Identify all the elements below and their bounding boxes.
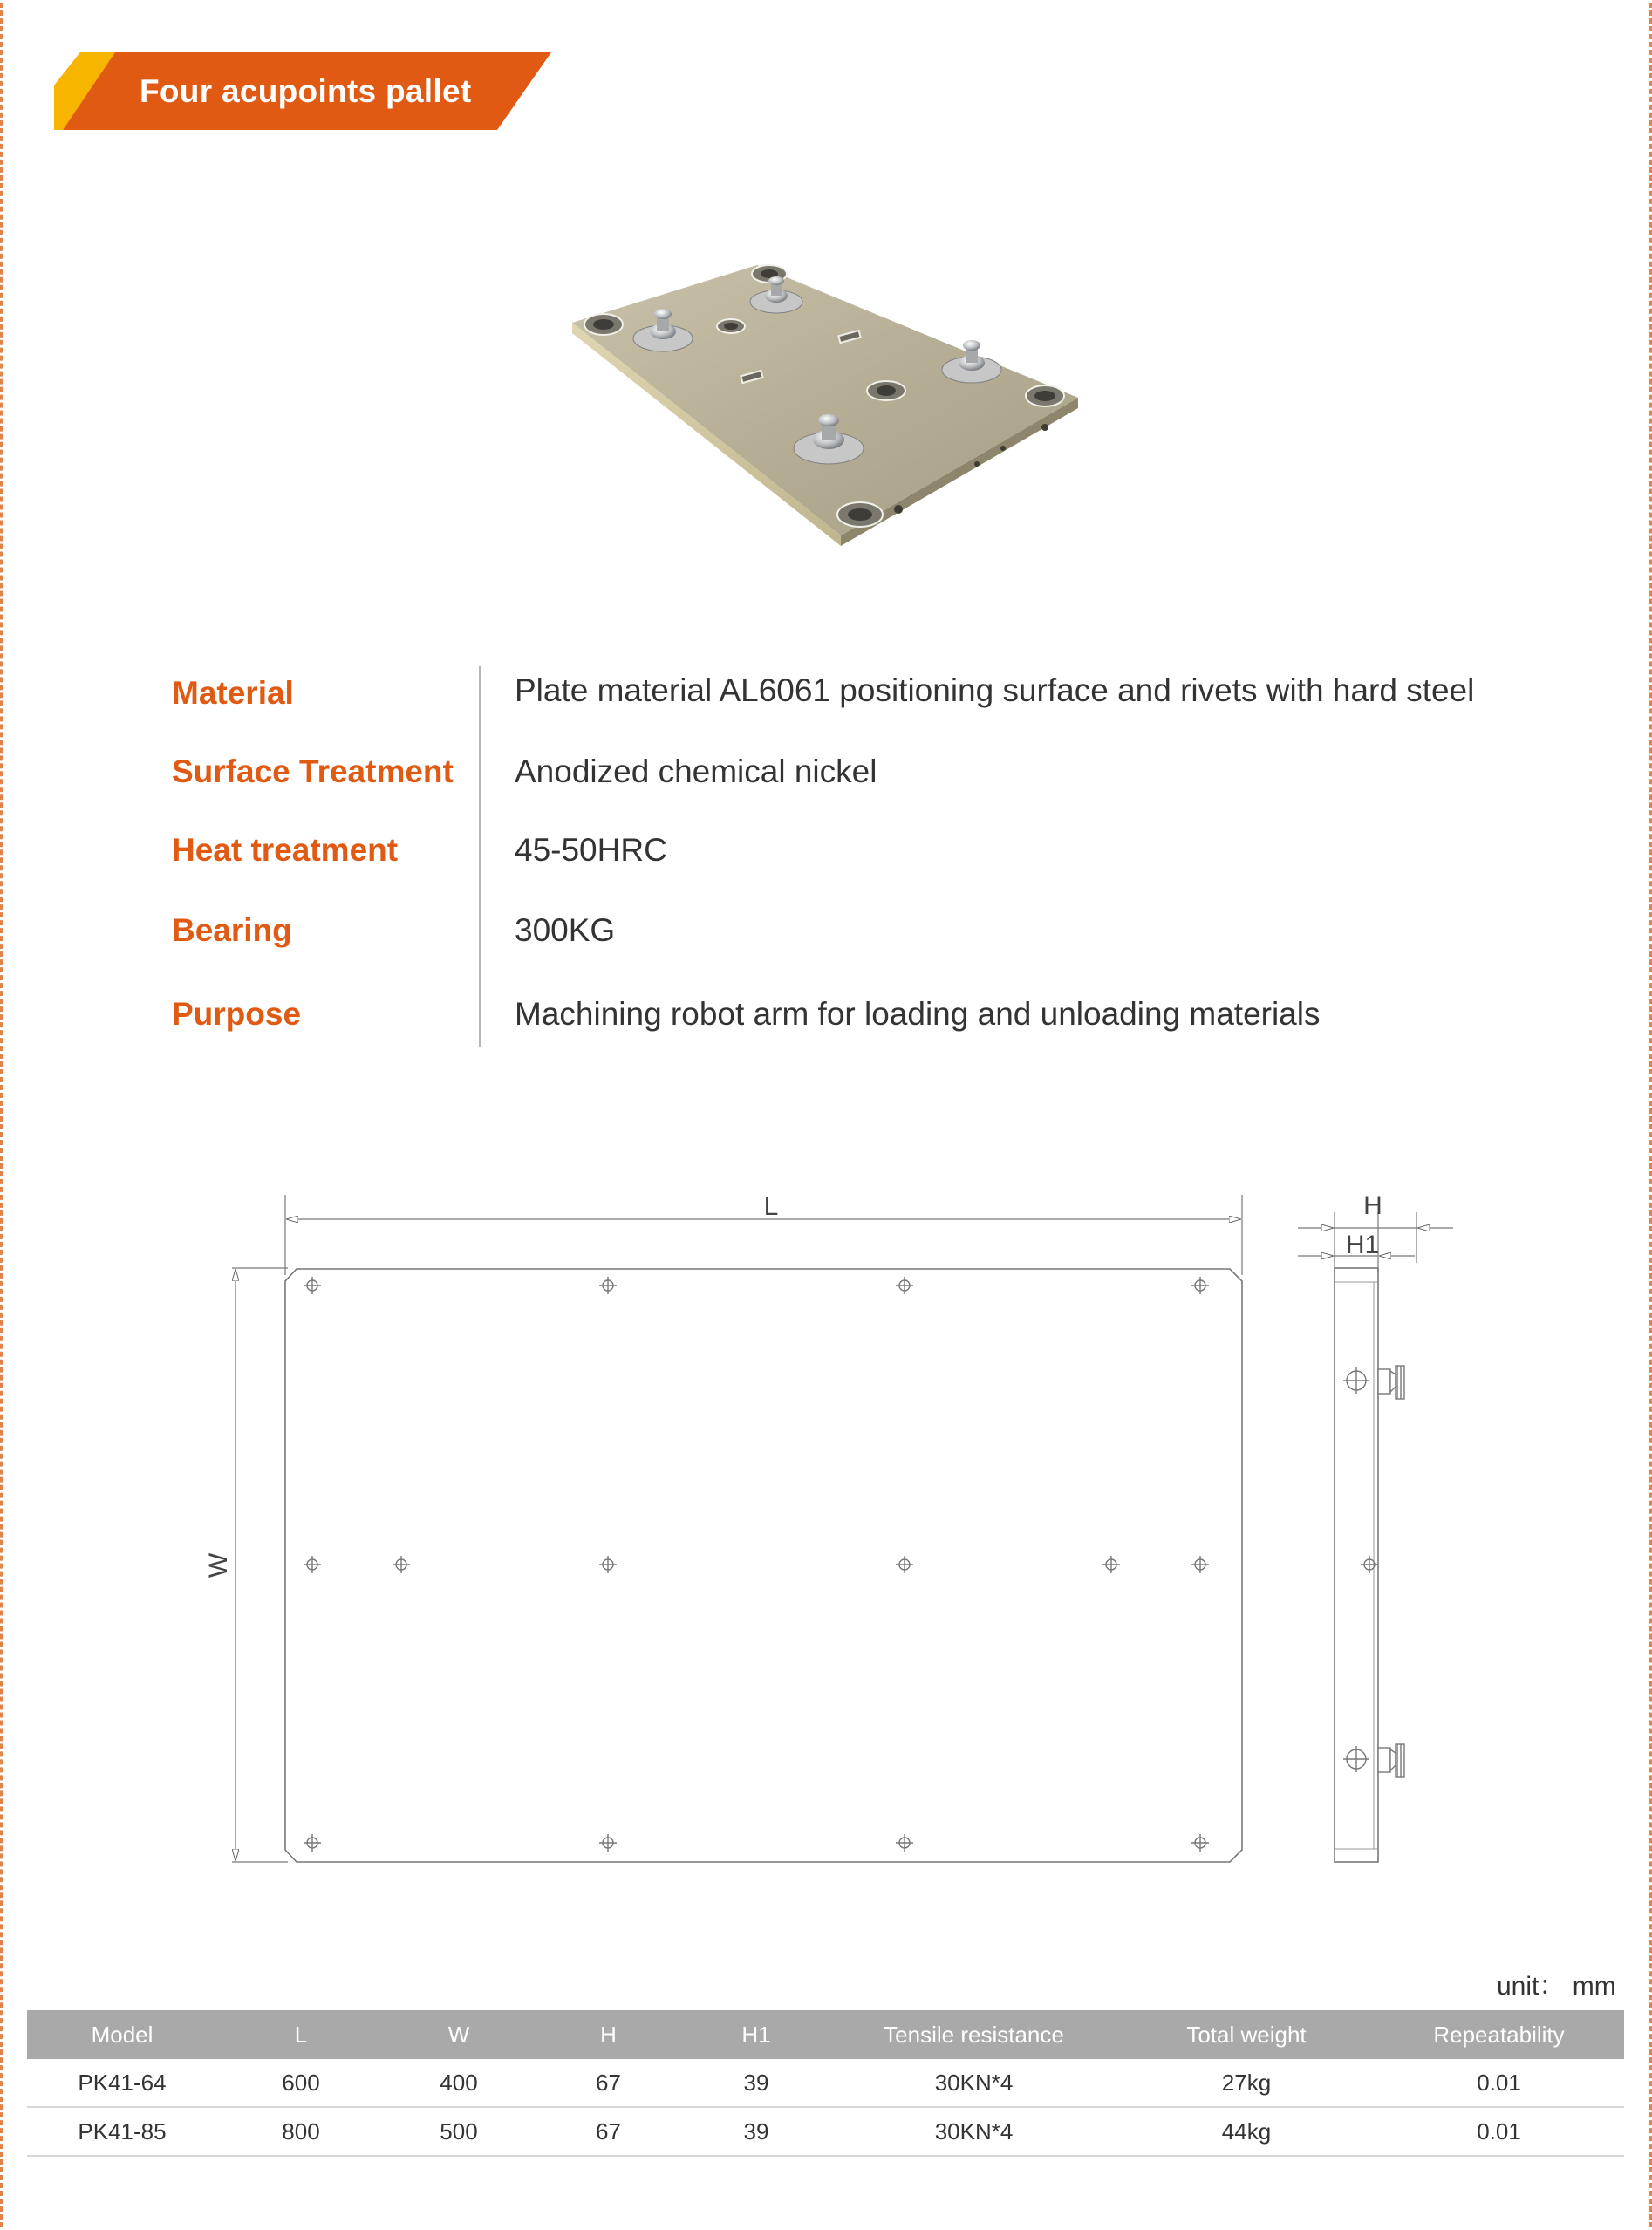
unit-label: unit： mm bbox=[1497, 1972, 1616, 2001]
spec-label-surface-treatment: Surface Treatment bbox=[172, 754, 454, 789]
table-header-row bbox=[27, 2010, 1624, 2059]
col-header-tensile-resistance: Tensile resistance bbox=[829, 2010, 1119, 2059]
cell-h: 67 bbox=[533, 2059, 684, 2107]
spec-label-purpose: Purpose bbox=[172, 996, 302, 1032]
col-header-total-weight: Total weight bbox=[1119, 2010, 1374, 2059]
cell-h: 67 bbox=[533, 2107, 684, 2156]
table-row bbox=[27, 2059, 1624, 2107]
dim-h1-label: H1 bbox=[1345, 1231, 1380, 1259]
cell-tensile-resistance: 30KN*4 bbox=[829, 2059, 1119, 2107]
spec-label-heat-treatment: Heat treatment bbox=[172, 832, 399, 868]
cell-model: PK41-64 bbox=[27, 2059, 217, 2107]
spec-label-bearing: Bearing bbox=[172, 912, 292, 948]
side-view bbox=[1298, 1191, 1453, 1862]
hole-mark bbox=[393, 1556, 410, 1573]
side-hole bbox=[1343, 1367, 1369, 1394]
spec-value-heat-treatment: 45-50HRC bbox=[515, 832, 667, 868]
plate-outline bbox=[285, 1269, 1242, 1862]
spec-value-surface-treatment: Anodized chemical nickel bbox=[515, 754, 877, 789]
dim-h-label: H bbox=[1363, 1191, 1382, 1220]
cell-l: 600 bbox=[217, 2059, 385, 2107]
col-header-l: L bbox=[217, 2010, 385, 2059]
cell-w: 500 bbox=[385, 2107, 533, 2156]
col-header-model: Model bbox=[27, 2010, 217, 2059]
specs-section bbox=[170, 666, 1548, 1050]
spec-table bbox=[27, 2010, 1624, 2157]
spec-label-material: Material bbox=[172, 675, 294, 711]
cell-total-weight: 44kg bbox=[1119, 2107, 1374, 2156]
cell-h1: 39 bbox=[684, 2107, 829, 2156]
cell-l: 800 bbox=[217, 2107, 385, 2156]
cell-tensile-resistance: 30KN*4 bbox=[829, 2107, 1119, 2156]
hole-mark bbox=[599, 1834, 617, 1852]
hole-mark bbox=[896, 1834, 913, 1852]
title-banner bbox=[54, 52, 551, 130]
cell-w: 400 bbox=[385, 2059, 533, 2107]
cell-repeatability: 0.01 bbox=[1374, 2107, 1624, 2156]
cell-repeatability: 0.01 bbox=[1374, 2059, 1624, 2107]
hole-mark bbox=[896, 1556, 913, 1573]
product-photo bbox=[567, 258, 1090, 555]
cell-model: PK41-85 bbox=[27, 2107, 217, 2156]
hole-mark bbox=[599, 1277, 617, 1294]
col-header-h1: H1 bbox=[684, 2010, 829, 2059]
spec-value-bearing: 300KG bbox=[515, 912, 616, 948]
dim-w-label: W bbox=[204, 1552, 233, 1579]
spec-value-material: Plate material AL6061 positioning surface and rivets with hard steel bbox=[515, 672, 1475, 708]
side-hole-mark bbox=[1361, 1556, 1378, 1573]
technical-drawing bbox=[201, 1169, 1474, 1892]
cell-total-weight: 27kg bbox=[1119, 2059, 1374, 2107]
front-view bbox=[204, 1192, 1242, 1862]
hole-mark bbox=[1191, 1556, 1209, 1573]
hole-mark bbox=[1191, 1834, 1209, 1852]
hole-mark bbox=[304, 1834, 321, 1852]
col-header-h: H bbox=[533, 2010, 684, 2059]
col-header-repeatability: Repeatability bbox=[1374, 2010, 1624, 2059]
side-hole bbox=[1343, 1746, 1369, 1772]
hole-mark bbox=[304, 1556, 321, 1573]
pull-stud bbox=[1378, 1366, 1404, 1399]
hole-mark bbox=[1191, 1277, 1209, 1294]
col-header-w: W bbox=[385, 2010, 533, 2059]
cell-h1: 39 bbox=[684, 2059, 829, 2107]
hole-mark bbox=[896, 1277, 913, 1294]
page-title: Four acupoints pallet bbox=[140, 73, 472, 109]
specs-divider bbox=[479, 666, 481, 1047]
table-row bbox=[27, 2107, 1624, 2156]
dim-l-label: L bbox=[763, 1192, 779, 1221]
pull-stud bbox=[1378, 1744, 1404, 1777]
hole-mark bbox=[1102, 1556, 1120, 1573]
spec-value-purpose: Machining robot arm for loading and unloading materials bbox=[515, 996, 1321, 1032]
hole-mark bbox=[304, 1277, 321, 1294]
hole-mark bbox=[599, 1556, 617, 1573]
